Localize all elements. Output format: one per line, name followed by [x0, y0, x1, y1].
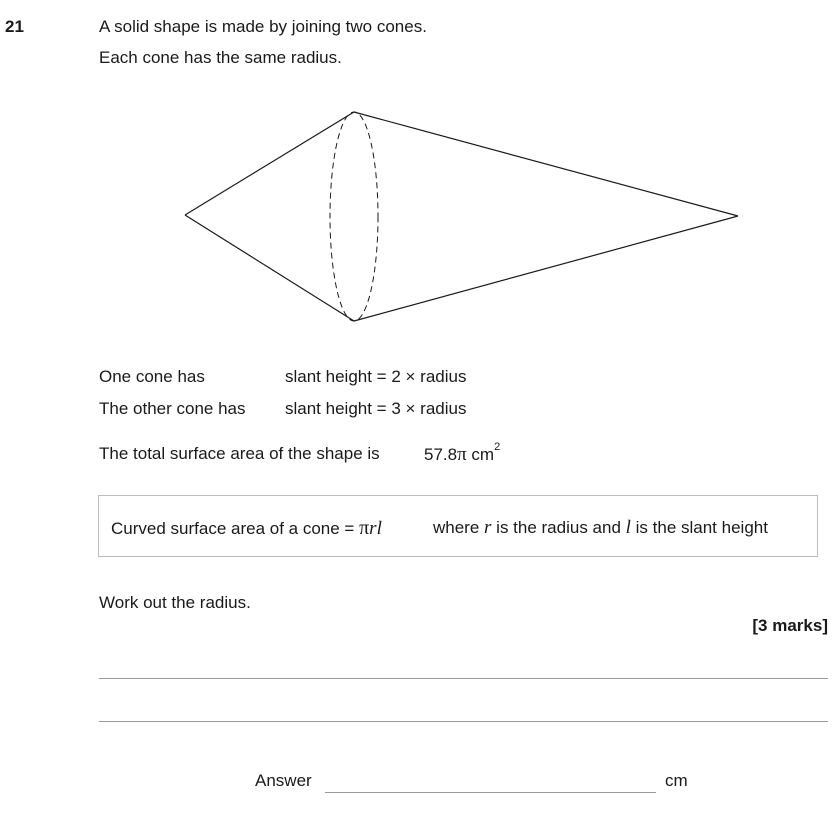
left-cone-lower-edge [185, 215, 354, 321]
total-area-text: The total surface area of the shape is [99, 444, 380, 463]
right-cone-upper-edge [354, 112, 738, 216]
formula-note-mid: is the radius and [491, 518, 626, 537]
total-area-exponent: 2 [494, 441, 501, 454]
answer-unit: cm [665, 771, 688, 790]
cone-2-relation: slant height = 3 × radius [285, 399, 467, 418]
cone-2-label: The other cone has [99, 399, 246, 418]
question-intro-line-2: Each cone has the same radius. [99, 48, 342, 67]
base-circle-hidden [330, 112, 378, 321]
answer-label: Answer [255, 771, 312, 790]
instruction: Work out the radius. [99, 593, 251, 612]
answer-input-line[interactable] [325, 792, 656, 793]
right-cone-lower-edge [354, 216, 738, 321]
formula-vars: rl [369, 518, 382, 539]
cone-1-relation: slant height = 2 × radius [285, 367, 467, 386]
formula-note-where: where [433, 518, 485, 537]
formula-prefix: Curved surface area of a cone = [111, 519, 360, 538]
formula-text [111, 517, 382, 540]
formula-note-end: is the slant height [630, 518, 768, 537]
formula-note [433, 517, 768, 539]
marks-label: [3 marks] [752, 616, 828, 635]
formula-pi: π [359, 517, 370, 539]
total-area-pi: π [457, 444, 467, 465]
working-line-1[interactable] [99, 678, 828, 679]
double-cone-diagram [0, 0, 840, 360]
total-area-coefficient: 57.8 [424, 445, 458, 464]
total-area-unit: cm [471, 445, 495, 464]
question-number: 21 [5, 17, 24, 36]
question-intro-line-1: A solid shape is made by joining two cones. [99, 17, 427, 36]
cone-1-label: One cone has [99, 367, 205, 386]
formula-note-r: r [484, 517, 492, 538]
formula-note-l: l [625, 517, 631, 538]
left-cone-upper-edge [185, 112, 354, 215]
working-line-2[interactable] [99, 721, 828, 722]
total-area-value [424, 441, 501, 466]
